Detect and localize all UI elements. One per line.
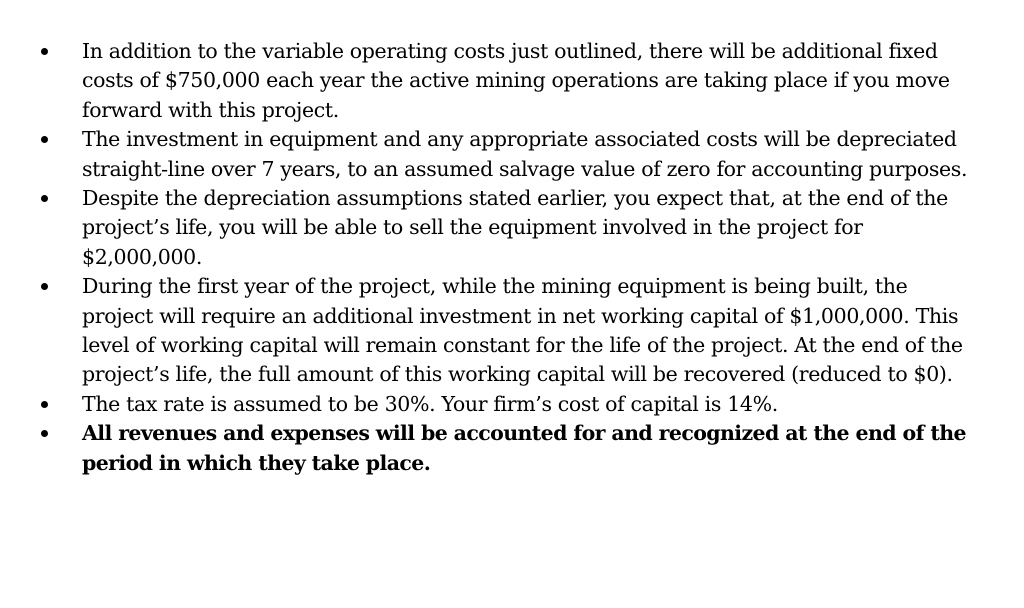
- bullet-item: [0, 272, 1024, 390]
- bullet-item: [0, 125, 1024, 184]
- bullet-text: The investment in equipment and any appropriate associated costs will be depreciated straight-line over 7 years, to an assumed salvage value of zero for accounting purposes.: [82, 127, 968, 181]
- bullet-dot-icon: [41, 401, 48, 408]
- bullet-text: In addition to the variable operating costs just outlined, there will be additional fixed costs of $750,000 each year the active mining operations are taking place if you move forward with this project.: [82, 39, 950, 122]
- document-body: [0, 37, 1024, 478]
- bullet-item: [0, 37, 1024, 125]
- bullet-dot-icon: [41, 136, 48, 143]
- bullet-item: [0, 184, 1024, 272]
- bullet-dot-icon: [41, 48, 48, 55]
- bullet-dot-icon: [41, 430, 48, 437]
- bullet-list: [0, 37, 1024, 478]
- bullet-item: [0, 390, 1024, 419]
- bullet-text: During the first year of the project, while the mining equipment is being built, the project will require an additional investment in net working capital of $1,000,000. This level of working capital will remain constant for the life of the project. At the end of the project’s life, the full amount of this working capital will be recovered (reduced to $0).: [82, 274, 963, 387]
- bullet-dot-icon: [41, 195, 48, 202]
- bullet-text: All revenues and expenses will be accounted for and recognized at the end of the period in which they take place.: [82, 421, 966, 475]
- bullet-item-bold: [0, 419, 1024, 478]
- bullet-dot-icon: [41, 283, 48, 290]
- bullet-text: Despite the depreciation assumptions stated earlier, you expect that, at the end of the project’s life, you will be able to sell the equipment involved in the project for $2,000,000.: [82, 186, 948, 269]
- bullet-text: The tax rate is assumed to be 30%. Your firm’s cost of capital is 14%.: [82, 391, 778, 416]
